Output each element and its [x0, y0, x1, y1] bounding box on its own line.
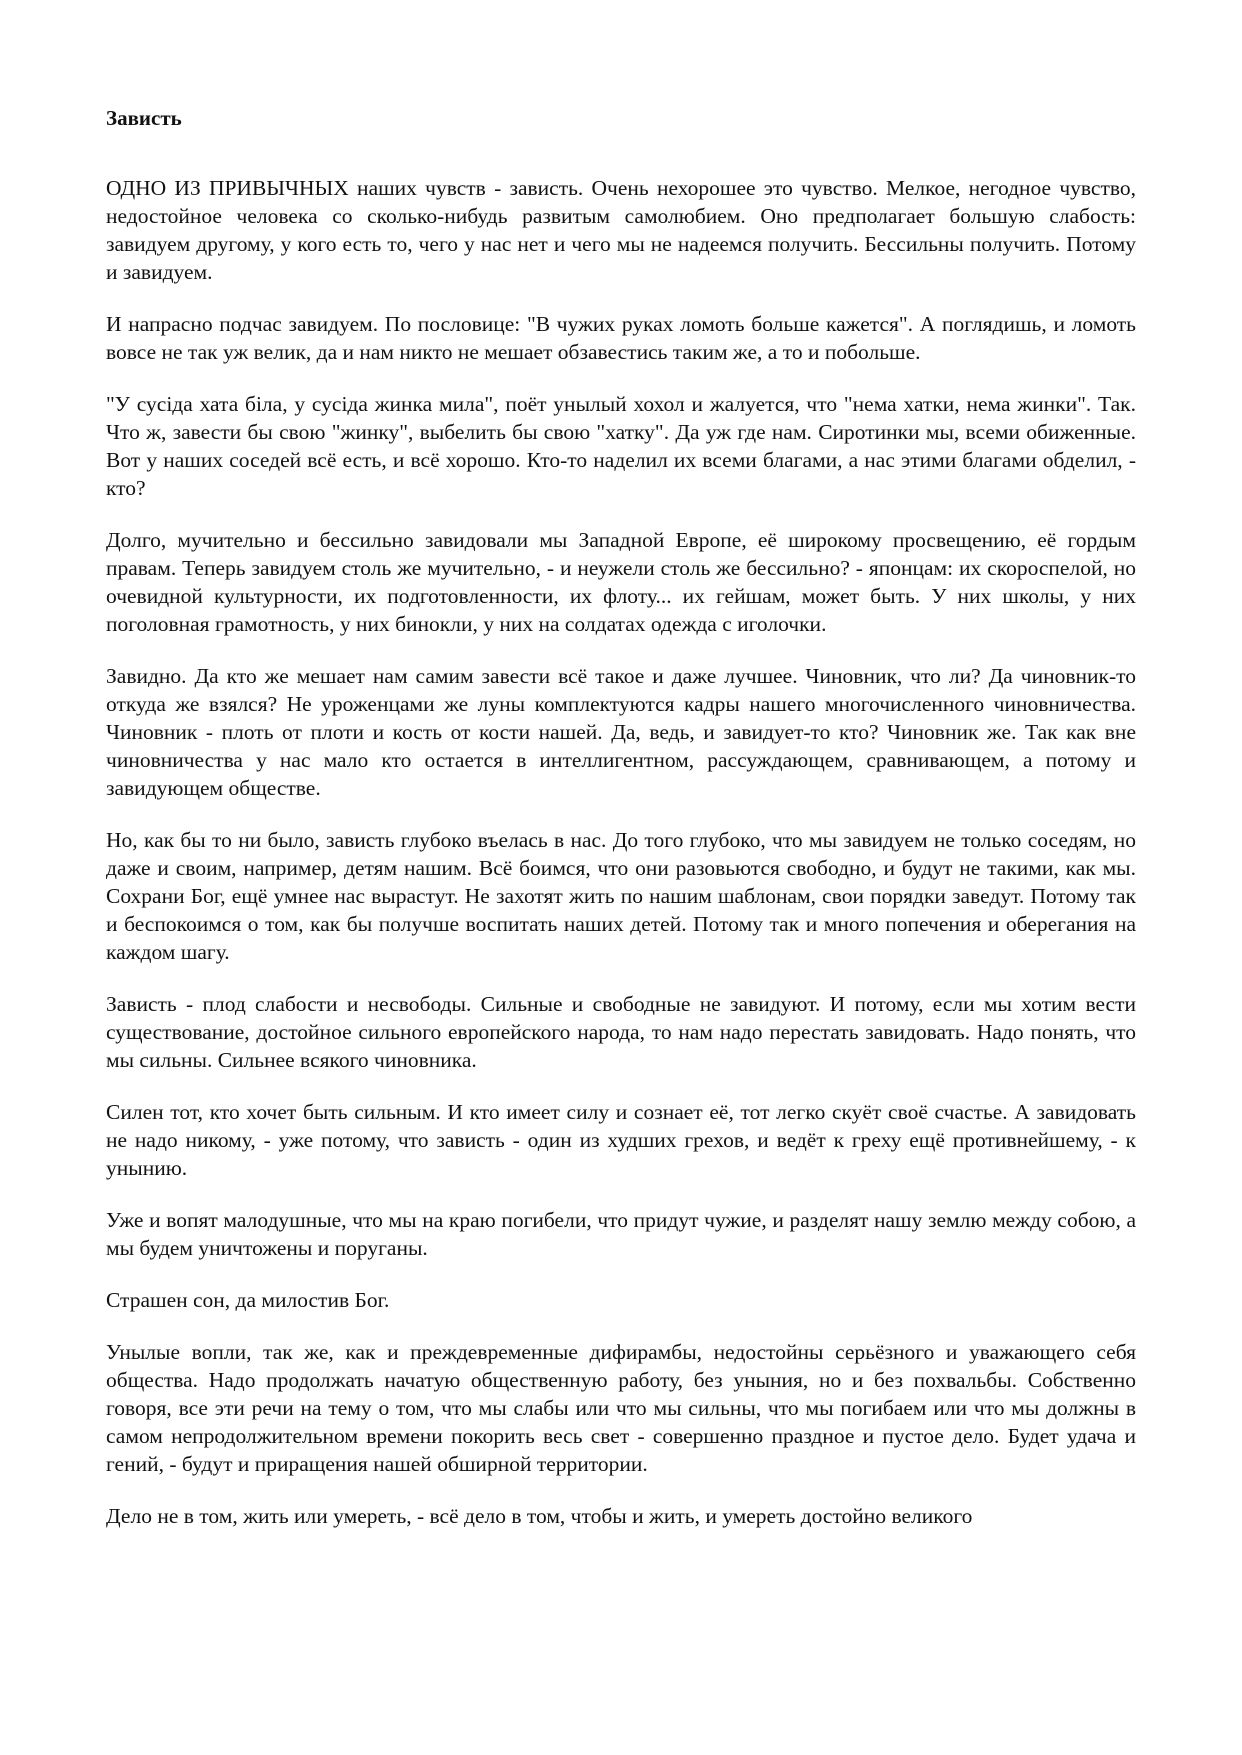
- paragraph-10: Страшен сон, да милостив Бог.: [106, 1288, 390, 1312]
- paragraph-8: Силен тот, кто хочет быть сильным. И кто имеет силу и сознает её, тот легко скуёт своё счастье. А завидовать не надо никому, - уже потому, что зависть - один из худших грехов, и ведёт к греху ещё противнейшему, - к унынию.: [106, 1100, 1136, 1180]
- paragraph-2: И напрасно подчас завидуем. По пословице: "В чужих руках ломоть больше кажется". А поглядишь, и ломоть вовсе не так уж велик, да и нам никто не мешает обзавестись таким же, а то и побольше.: [106, 312, 1136, 364]
- paragraph-9: Уже и вопят малодушные, что мы на краю погибели, что придут чужие, и разделят нашу землю между собою, а мы будем уничтожены и поруганы.: [106, 1208, 1136, 1260]
- paragraph-1: ОДНО ИЗ ПРИВЫЧНЫХ наших чувств - зависть. Очень нехорошее это чувство. Мелкое, негодное чувство, недостойное человека со сколько-нибудь развитым самолюбием. Оно предполагает большую слабость: завидуем другому, у кого есть то, чего у нас нет и чего мы не надеемся получить. Бессильны получить. Потому и завидуем.: [106, 176, 1136, 284]
- paragraph-4: Долго, мучительно и бессильно завидовали мы Западной Европе, её широкому просвещению, её гордым правам. Теперь завидуем столь же мучительно, - и неужели столь же бессильно? - японцам: их скороспелой, но очевидной культурности, их подготовленности, их флоту... их гейшам, может быть. У них школы, у них поголовная грамотность, у них бинокли, у них на солдатах одежда с иголочки.: [106, 528, 1136, 636]
- paragraph-11: Унылые вопли, так же, как и преждевременные дифирамбы, недостойны серьёзного и уважающего себя общества. Надо продолжать начатую общественную работу, без уныния, но и без похвальбы. Собственно говоря, все эти речи на тему о том, что мы слабы или что мы сильны, что мы погибаем или что мы должны в самом непродолжительном времени покорить весь свет - совершенно праздное и пустое дело. Будет удача и гений, - будут и приращения нашей обширной территории.: [106, 1340, 1136, 1476]
- paragraph-3: "У сусіда хата біла, у сусіда жинка мила", поёт унылый хохол и жалуется, что "нема хатки, нема жинки". Так. Что ж, завести бы свою "жинку", выбелить бы свою "хатку". Да уж где нам. Сиротинки мы, всеми обиженные. Вот у наших соседей всё есть, и всё хорошо. Кто-то наделил их всеми благами, а нас этими благами обделил, - кто?: [106, 392, 1136, 500]
- document-body: [106, 174, 1136, 1554]
- paragraph-5: Завидно. Да кто же мешает нам самим завести всё такое и даже лучшее. Чиновник, что ли? Да чиновник-то откуда же взялся? Не уроженцами же луны комплектуются кадры нашего многочисленного чиновничества. Чиновник - плоть от плоти и кость от кости нашей. Да, ведь, и завидует-то кто? Чиновник же. Так как вне чиновничества у нас мало кто остается в интеллигентном, рассуждающем, сравнивающем, а потому и завидующем обществе.: [106, 664, 1136, 800]
- document-title: Зависть: [106, 106, 182, 130]
- paragraph-12: Дело не в том, жить или умереть, - всё дело в том, чтобы и жить, и умереть достойно великого: [106, 1504, 973, 1528]
- paragraph-6: Но, как бы то ни было, зависть глубоко въелась в нас. До того глубоко, что мы завидуем не только соседям, но даже и своим, например, детям нашим. Всё боимся, что они разовьются свободно, и будут не такими, как мы. Сохрани Бог, ещё умнее нас вырастут. Не захотят жить по нашим шаблонам, свои порядки заведут. Потому так и беспокоимся о том, как бы получше воспитать наших детей. Потому так и много попечения и оберегания на каждом шагу.: [106, 828, 1136, 964]
- paragraph-7: Зависть - плод слабости и несвободы. Сильные и свободные не завидуют. И потому, если мы хотим вести существование, достойное сильного европейского народа, то нам надо перестать завидовать. Надо понять, что мы сильны. Сильнее всякого чиновника.: [106, 992, 1136, 1072]
